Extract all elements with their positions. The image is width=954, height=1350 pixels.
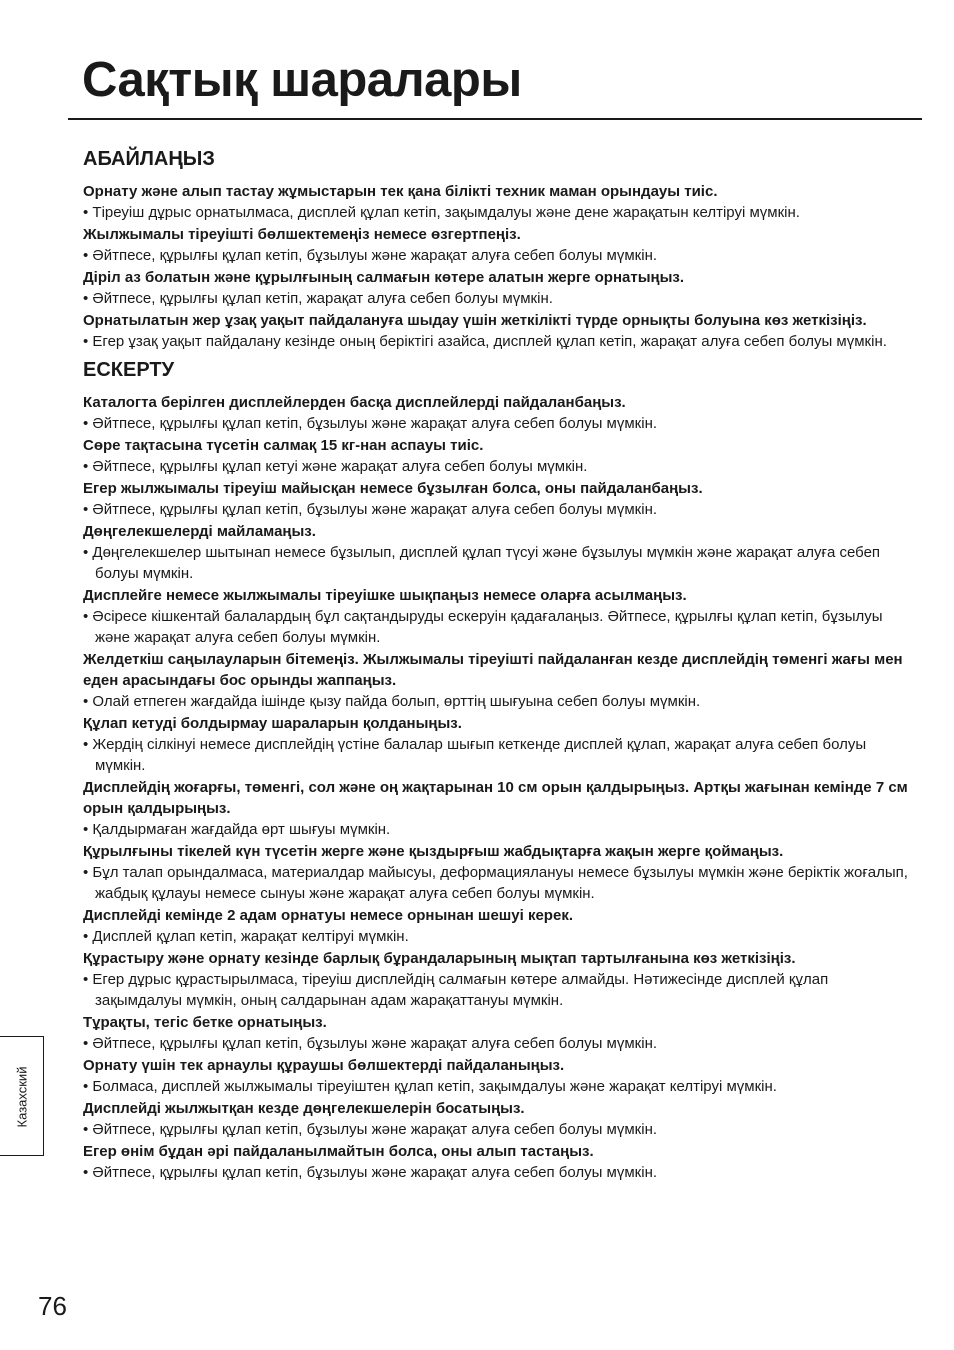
language-side-tab: [0, 1036, 44, 1156]
item-text: • Жердің сілкінуі немесе дисплейдің үстіне балалар шығып кеткенде дисплей құлап, жарақат алуға себеп болуы мүмкін.: [83, 736, 867, 774]
item-heading: Дөңгелекшелерді майламаңыз.: [83, 523, 316, 540]
item-heading: Дисплейді кемінде 2 адам орнатуы немесе орнынан шешуі керек.: [83, 907, 573, 924]
list-item: [83, 435, 918, 477]
item-heading: Дисплейге немесе жылжымалы тіреуішке шықпаңыз немесе оларға асылмаңыз.: [83, 587, 687, 604]
item-heading: Тұрақты, тегіс бетке орнатыңыз.: [83, 1014, 327, 1031]
list-item: [83, 1055, 918, 1097]
section-heading: ЕСКЕРТУ: [83, 359, 175, 381]
item-text: • Әйтпесе, құрылғы құлап кетіп, жарақат алуға себеп болуы мүмкін.: [83, 290, 553, 307]
item-text: • Әйтпесе, құрылғы құлап кетуі және жарақат алуға себеп болуы мүмкін.: [83, 458, 588, 475]
list-item: [83, 1141, 918, 1183]
item-heading: Діріл аз болатын және құрылғының салмағын көтере алатын жерге орнатыңыз.: [83, 269, 685, 286]
list-item: [83, 392, 918, 434]
list-item: [83, 1098, 918, 1140]
item-text: • Әйтпесе, құрылғы құлап кетіп, бұзылуы және жарақат алуға себеп болуы мүмкін.: [83, 247, 658, 264]
item-heading: Егер өнім бұдан әрі пайдаланылмайтын болса, оны алып тастаңыз.: [83, 1143, 594, 1160]
item-text: • Әйтпесе, құрылғы құлап кетіп, бұзылуы және жарақат алуға себеп болуы мүмкін.: [83, 1164, 658, 1181]
item-text: • Әйтпесе, құрылғы құлап кетіп, бұзылуы және жарақат алуға себеп болуы мүмкін.: [83, 1121, 658, 1138]
item-text: • Олай етпеген жағдайда ішінде қызу пайда болып, өрттің шығуына себеп болуы мүмкін.: [83, 693, 701, 710]
list-item: [83, 841, 918, 904]
section-heading: АБАЙЛАҢЫЗ: [83, 148, 215, 170]
list-item: [83, 948, 918, 1011]
item-text: • Әсіресе кішкентай балалардың бұл сақтандыруды ескеруін қадағалаңыз. Әйтпесе, құрылғы құлап кетіп, бұзылуы және жарақат алуға себеп болуы мүмкін.: [83, 608, 883, 646]
list-item: [83, 585, 918, 648]
item-heading: Орнату және алып тастау жұмыстарын тек қана білікті техник маман орындауы тиіс.: [83, 183, 718, 200]
list-item: [83, 713, 918, 776]
item-text: • Бұл талап орындалмаса, материалдар майысуы, деформациялануы немесе бұзылуы мүмкін және беріктік жоғалып, жабдық құлауы немесе сынуы және жарақат алуға себеп болуы мүмкін.: [83, 864, 908, 902]
item-text: • Әйтпесе, құрылғы құлап кетіп, бұзылуы және жарақат алуға себеп болуы мүмкін.: [83, 1035, 658, 1052]
item-text: • Әйтпесе, құрылғы құлап кетіп, бұзылуы және жарақат алуға себеп болуы мүмкін.: [83, 415, 658, 432]
list-item: [83, 310, 918, 352]
item-text: • Тіреуіш дұрыс орнатылмаса, дисплей құлап кетіп, зақымдалуы және дене жарақатын келтіруі мүмкін.: [83, 204, 800, 221]
item-text: • Егер дұрыс құрастырылмаса, тіреуіш дисплейдің салмағын көтере алмайды. Нәтижесінде дисплей құлап зақымдалуы мүмкін, оның салдарынан адам жарақаттануы мүмкін.: [83, 971, 829, 1009]
section-caution: [83, 356, 918, 1183]
item-heading: Егер жылжымалы тіреуіш майысқан немесе бұзылған болса, оны пайдаланбаңыз.: [83, 480, 703, 497]
list-item: [83, 267, 918, 309]
list-item: [83, 777, 918, 840]
item-heading: Орнатылатын жер ұзақ уақыт пайдалануға шыдау үшін жеткілікті түрде орнықты болуына көз жеткізіңіз.: [83, 312, 867, 329]
item-text: • Болмаса, дисплей жылжымалы тіреуіштен құлап кетіп, зақымдалуы және жарақат келтіруі мүмкін.: [83, 1078, 777, 1095]
item-heading: Құлап кетуді болдырмау шараларын қолданыңыз.: [83, 715, 462, 732]
item-text: • Қалдырмаған жағдайда өрт шығуы мүмкін.: [83, 821, 391, 838]
item-heading: Құрылғыны тікелей күн түсетін жерге және қыздырғыш жабдықтарға жақын жерге қоймаңыз.: [83, 843, 784, 860]
title-divider: [68, 118, 922, 120]
item-text: • Әйтпесе, құрылғы құлап кетіп, бұзылуы және жарақат алуға себеп болуы мүмкін.: [83, 501, 658, 518]
item-text: • Дөңгелекшелер шытынап немесе бұзылып, дисплей құлап түсуі және бұзылуы мүмкін және жарақат алуға себеп болуы мүмкін.: [83, 544, 881, 582]
section-warning: [83, 145, 918, 352]
list-item: [83, 224, 918, 266]
item-text: • Дисплей құлап кетіп, жарақат келтіруі мүмкін.: [83, 928, 409, 945]
item-heading: Құрастыру және орнату кезінде барлық бұрандаларының мықтап тартылғанына көз жеткізіңіз.: [83, 950, 796, 967]
list-item: [83, 905, 918, 947]
language-side-tab-label: Казахский: [14, 1066, 30, 1128]
list-item: [83, 521, 918, 584]
list-item: [83, 478, 918, 520]
item-heading: Каталогта берілген дисплейлерден басқа дисплейлерді пайдаланбаңыз.: [83, 394, 626, 411]
item-heading: Дисплейдің жоғарғы, төменгі, сол және оң жақтарынан 10 см орын қалдырыңыз. Артқы жағынан кемінде 7 см орын қалдырыңыз.: [83, 779, 908, 817]
content-area: [83, 145, 918, 1184]
item-text: • Егер ұзақ уақыт пайдалану кезінде оның беріктігі азайса, дисплей құлап кетіп, жарақат алуға себеп болуы мүмкін.: [83, 333, 887, 350]
item-heading: Дисплейді жылжытқан кезде дөңгелекшелерін босатыңыз.: [83, 1100, 525, 1117]
page-title: Сақтық шаралары: [82, 53, 522, 107]
list-item: [83, 649, 918, 712]
item-heading: Сөре тақтасына түсетін салмақ 15 кг-нан аспауы тиіс.: [83, 437, 484, 454]
list-item: [83, 181, 918, 223]
page-number: 76: [38, 1291, 67, 1321]
item-heading: Желдеткіш саңылауларын бітемеңіз. Жылжымалы тіреуішті пайдаланған кезде дисплейдің төменгі жағы мен еден арасындағы бос орынды жаппаңыз.: [83, 651, 903, 689]
list-item: [83, 1012, 918, 1054]
item-heading: Жылжымалы тіреуішті бөлшектемеңіз немесе өзгертпеңіз.: [83, 226, 521, 243]
item-heading: Орнату үшін тек арнаулы құраушы бөлшектерді пайдаланыңыз.: [83, 1057, 565, 1074]
